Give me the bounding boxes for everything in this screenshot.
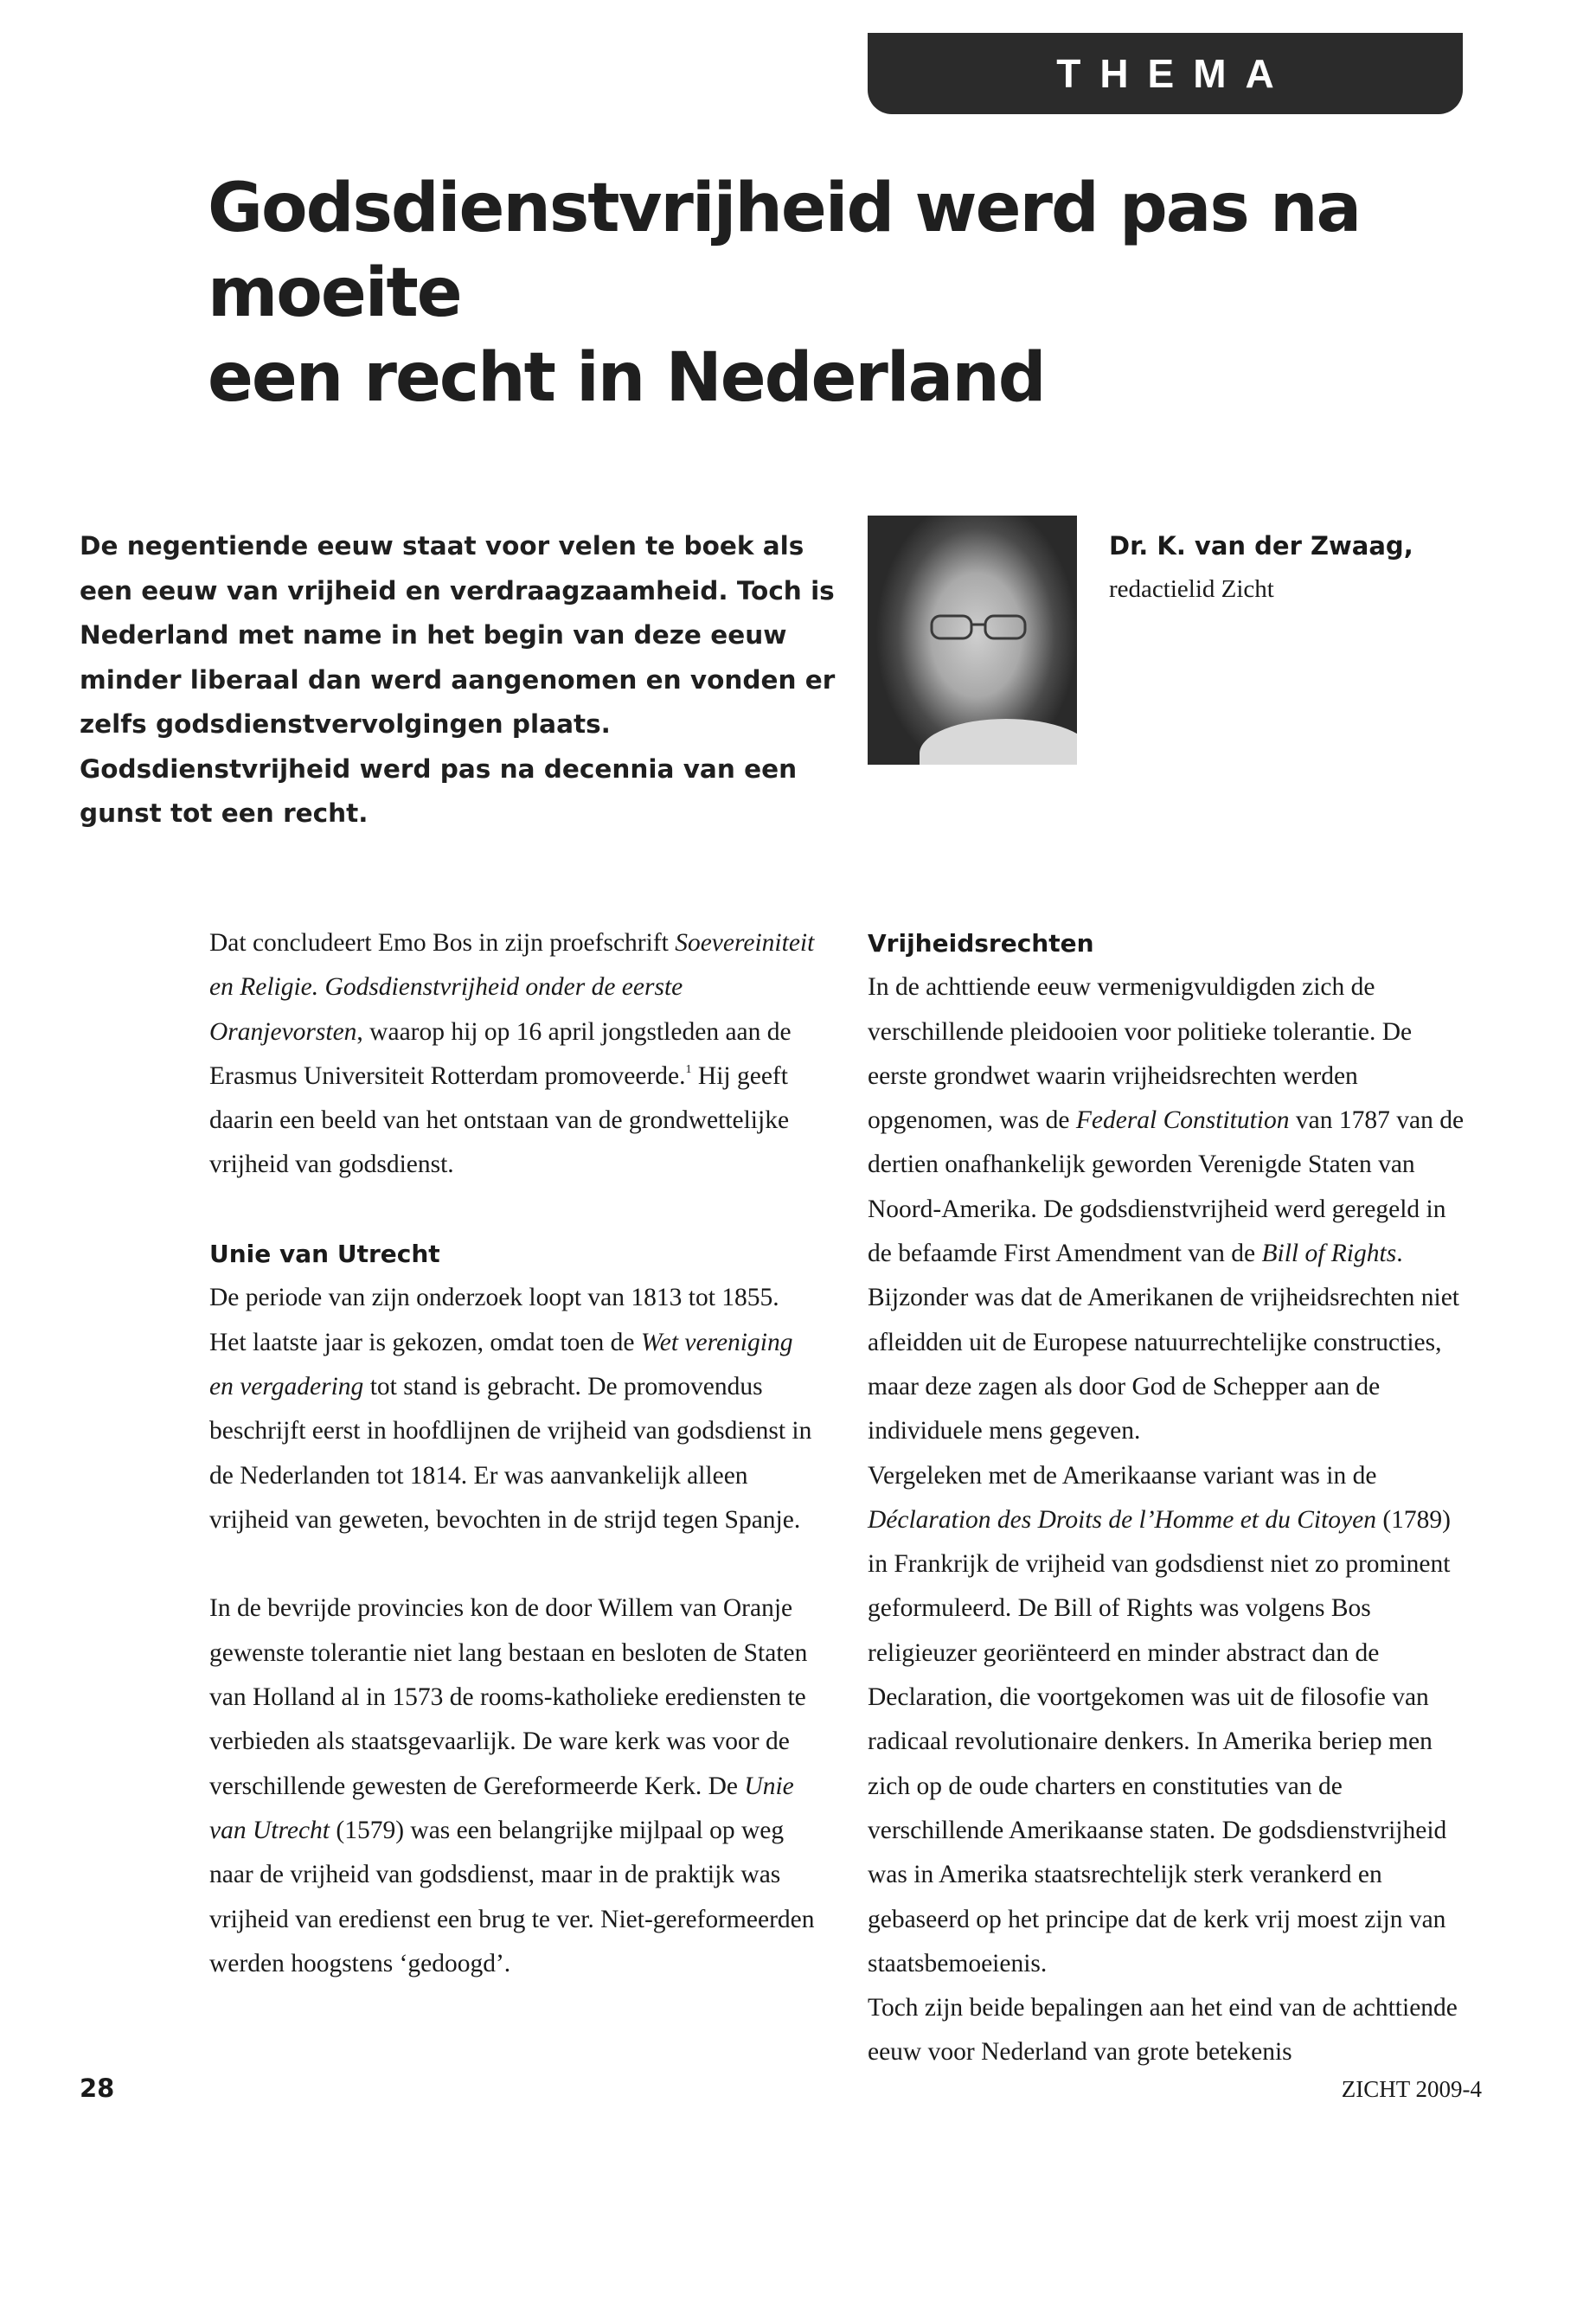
body-column-left: [209, 921, 815, 1986]
section-heading-unie: Unie van Utrecht: [209, 1240, 440, 1269]
title-line-2: een recht in Nederland: [208, 339, 1045, 417]
title-line-1: Godsdienstvrijheid werd pas na moeite: [208, 170, 1361, 332]
author-role: redactielid Zicht: [1109, 575, 1274, 603]
paragraph: In de bevrijde provincies kon de door Willem van Oranje gewenste tolerantie niet lang bestaan en besloten de Staten van Holland al in 1573 de rooms-katholieke erediensten te verbieden als staatsgevaarlijk. De ware kerk was voor de verschillende gewesten de Gereformeerde Kerk. De Unie van Utrecht (1579) was een belangrijke mijlpaal op weg naar de vrijheid van godsdienst, maar in de praktijk was vrijheid van eredienst een brug te ver. Niet-gereformeerden werden hoogstens ‘gedoogd’.: [209, 1594, 815, 1977]
paragraph: De periode van zijn onderzoek loopt van 1813 tot 1855. Het laatste jaar is gekozen, omdat toen de Wet vereniging en vergadering tot stand is gebracht. De promovendus beschrijft eerst in hoofdlijnen de vrijheid van godsdienst in de Nederlanden tot 1814. Er was aanvankelijk alleen vrijheid van geweten, bevochten in de strijd tegen Spanje.: [209, 1284, 812, 1534]
article-title: [208, 166, 1419, 420]
section-heading-vrijheidsrechten: Vrijheidsrechten: [868, 929, 1094, 958]
body-column-right: [868, 921, 1473, 2075]
author-photo: [868, 516, 1077, 765]
author-name: Dr. K. van der Zwaag,: [1109, 531, 1413, 561]
paragraph: Toch zijn beide bepalingen aan het eind van de achttiende eeuw voor Nederland van grote betekenis: [868, 1994, 1458, 2067]
paragraph: Dat concludeert Emo Bos in zijn proefschrift Soevereiniteit en Religie. Godsdienstvrijheid onder de eerste Oranjevorsten, waarop hij op 16 april jongstleden aan de Erasmus Universiteit Rotterdam promoveerde.$^1$ Hij geeft daarin een beeld van het ontstaan van de grondwettelijke vrijheid van godsdienst.: [209, 929, 815, 1179]
page-number: 28: [80, 2073, 115, 2103]
paragraph: In de achttiende eeuw vermenigvuldigden zich de verschillende pleidooien voor politieke tolerantie. De eerste grondwet waarin vrijheidsrechten werden opgenomen, was de Federal Constitution van 1787 van de dertien onafhankelijk geworden Verenigde Staten van Noord-Amerika. De godsdienstvrijheid werd geregeld in de befaamde First Amendment van de Bill of Rights. Bijzonder was dat de Amerikanen de vrijheidsrechten niet afleidden uit de Europese natuurrechtelijke constructies, maar deze zagen als door God de Schepper aan de individuele mens gegeven.: [868, 973, 1465, 1445]
section-tab-label: THEMA: [1056, 51, 1293, 96]
footnote-marker: 1: [685, 1062, 692, 1076]
paragraph: Vergeleken met de Amerikaanse variant was in de Déclaration des Droits de l’Homme et du Citoyen (1789) in Frankrijk de vrijheid van godsdienst niet zo prominent geformuleerd. De Bill of Rights was volgens Bos religieuzer georiënteerd en minder abstract dan de Declaration, die voortgekomen was uit de filosofie van radicaal revolutionaire denkers. In Amerika beriep men zich op de oude charters en constituties van de verschillende Amerikaanse staten. De godsdienstvrijheid was in Amerika staatsrechtelijk sterk verankerd en gebaseerd op het principe dat de kerk vrij moest zijn van staatsbemoeienis.: [868, 1461, 1452, 1977]
glasses-shape: [928, 611, 1032, 645]
article-lead: De negentiende eeuw staat voor velen te boek als een eeuw van vrijheid en verdraagzaamheid. Toch is Nederland met name in het begin van deze eeuw minder liberaal dan werd aangenomen en vonden er zelfs godsdienstvervolgingen plaats. Godsdienstvrijheid werd pas na decennia van een gunst tot een recht.: [80, 531, 836, 828]
journal-issue: ZICHT 2009-4: [1341, 2076, 1482, 2102]
photo-shirt: [920, 719, 1077, 765]
section-tab: [868, 33, 1463, 114]
